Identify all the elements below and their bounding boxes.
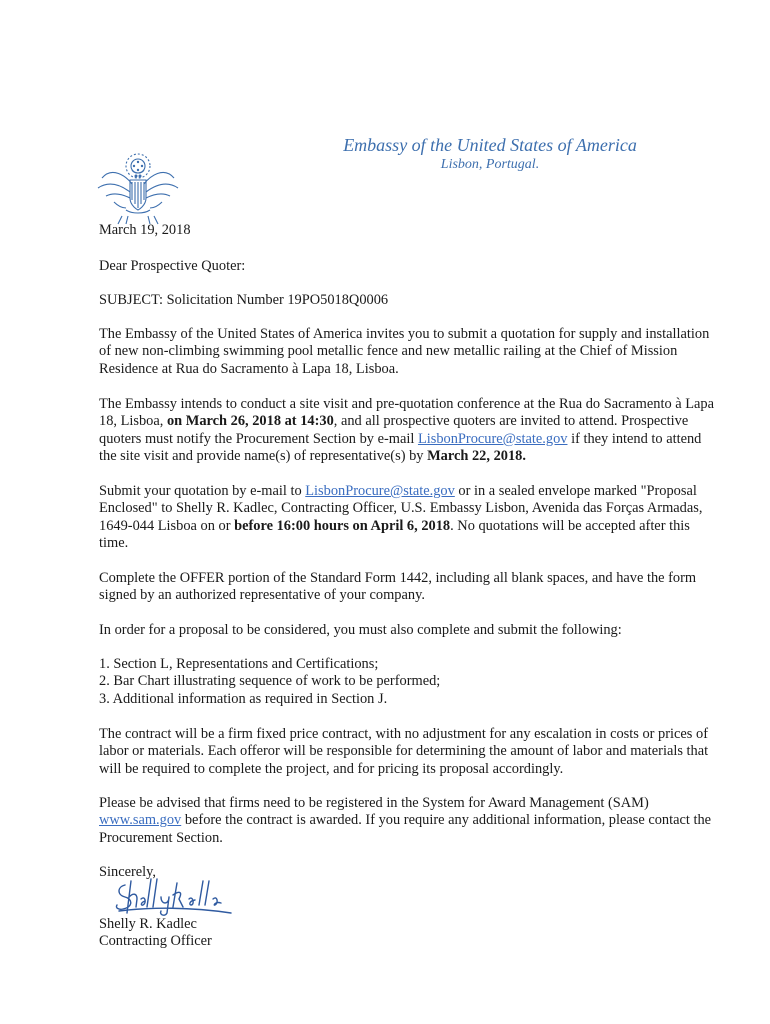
paragraph-requirements: In order for a proposal to be considered, you must also complete and submit the following: <box>99 622 622 638</box>
p3-text-b: or in a sealed envelope marked "Proposal Enclosed" to Shelly R. Kadlec, Contracting Officer, U.S. Embassy Lisbon, Avenida das Forças Armadas, 1649-044 Lisboa on or <box>99 483 703 534</box>
p7-text-b: before the contract is awarded. If you require any additional information, please contact the Procurement Section. <box>99 812 712 846</box>
letter-date: March 19, 2018 <box>99 222 191 238</box>
p2-notify-deadline: March 22, 2018. <box>427 448 526 465</box>
p2-site-visit-date: on March 26, 2018 at 14:30 <box>166 413 334 430</box>
list-item: 1. Section L, Representations and Certifications; <box>99 656 379 672</box>
letterhead <box>330 134 650 174</box>
paragraph-submission <box>99 483 719 553</box>
p3-text-d: . No quotations will be accepted after this time. <box>99 517 690 552</box>
paragraph-offer: Complete the OFFER portion of the Standard Form 1442, including all blank spaces, and have the form signed by an authorized representative of your company. <box>99 570 697 604</box>
salutation: Dear Prospective Quoter: <box>99 258 246 274</box>
letterhead-title: Embassy of the United States of America <box>343 135 637 155</box>
list-item: 3. Additional information as required in Section J. <box>99 690 388 707</box>
paragraph-site-visit <box>99 396 719 466</box>
paragraph-sam-registration <box>99 795 719 847</box>
subject-line: SUBJECT: Solicitation Number 19PO5018Q0006 <box>99 292 389 308</box>
sam-gov-link[interactable]: www.sam.gov <box>99 812 182 829</box>
signer-title: Contracting Officer <box>99 933 212 949</box>
p3-submission-deadline: before 16:00 hours on April 6, 2018 <box>234 517 451 534</box>
p2-text-a: The Embassy intends to conduct a site visit and pre-quotation conference at the Rua do Sacramento à Lapa 18, Lisboa, <box>99 396 714 430</box>
closing: Sincerely, <box>99 864 157 880</box>
p2-text-c: , and all prospective quoters are invited to attend. Prospective quoters must notify the Procurement Section by e-mail <box>99 413 689 447</box>
signer-name: Shelly R. Kadlec <box>99 916 197 932</box>
procurement-email-link[interactable]: LisbonProcure@state.gov <box>417 430 568 447</box>
letterhead-location: Lisbon, Portugal. <box>440 157 540 172</box>
p3-text-a: Submit your quotation by e-mail to <box>99 483 306 499</box>
handwritten-signature <box>111 873 235 917</box>
paragraph-contract-terms: The contract will be a firm fixed price contract, with no adjustment for any escalation in costs or prices of labor or materials. Each offeror will be responsible for determining the amount of labor and materials that will be required to complete the project, and for pricing its proposal accordingly. <box>99 726 709 777</box>
p2-text-d: if they intend to attend the site visit and provide name(s) of representative(s) by <box>99 430 702 465</box>
requirements-list <box>99 656 719 708</box>
great-seal-icon <box>92 136 184 228</box>
list-item: 2. Bar Chart illustrating sequence of work to be performed; <box>99 673 441 690</box>
p7-text-a: Please be advised that firms need to be registered in the System for Award Management (SAM) <box>99 795 649 811</box>
submission-email-link[interactable]: LisbonProcure@state.gov <box>305 483 455 499</box>
paragraph-invitation: The Embassy of the United States of America invites you to submit a quotation for supply and installation of new non-climbing swimming pool metallic fence and new metallic railing at the Chief of Mission Residence at Rua do Sacramento à Lapa 18, Lisboa. <box>99 326 710 377</box>
